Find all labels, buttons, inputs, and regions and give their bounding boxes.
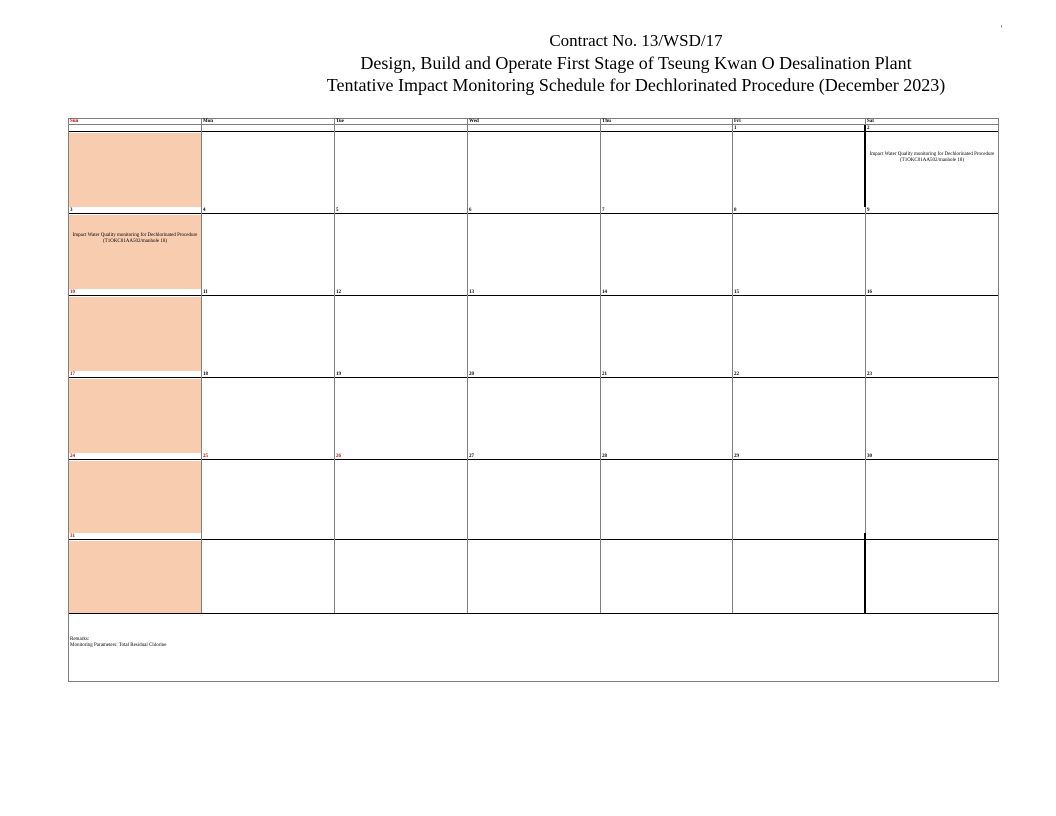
day-cell[interactable] <box>468 371 601 453</box>
day-cell[interactable] <box>69 533 202 613</box>
title-schedule: Tentative Impact Monitoring Schedule for Dechlorinated Procedure (December 2023) <box>326 75 946 95</box>
day-number: 22 <box>733 371 865 378</box>
day-cell-dec-1[interactable] <box>733 125 866 207</box>
day-number: 16 <box>866 289 998 296</box>
day-cell[interactable] <box>69 125 202 207</box>
day-cell[interactable] <box>601 207 733 289</box>
weekday-wed: Wed <box>468 119 601 125</box>
day-cell[interactable] <box>601 533 733 613</box>
day-cell[interactable] <box>866 289 998 371</box>
weekday-mon: Mon <box>202 119 335 125</box>
day-cell[interactable] <box>335 371 468 453</box>
week-row <box>69 453 998 533</box>
day-number: 20 <box>468 371 600 378</box>
day-number: 17 <box>69 371 201 378</box>
day-body <box>69 133 201 207</box>
document-title <box>0 30 1056 96</box>
day-cell[interactable] <box>866 371 998 453</box>
day-cell[interactable] <box>335 207 468 289</box>
day-number <box>733 533 864 540</box>
day-cell[interactable] <box>601 125 733 207</box>
remarks-box <box>69 613 998 682</box>
remarks-parameters: Monitoring Parameters: Total Residual Chlorine <box>70 643 167 648</box>
day-number: 24 <box>69 453 201 460</box>
day-number: 2 <box>866 125 998 132</box>
day-cell[interactable] <box>202 371 335 453</box>
remarks-label: Remarks: <box>70 637 90 642</box>
event-dec-3: Impact Water Quality monitoring for Dechlorinated Procedure (T1OKC01AA502/manhole 18) <box>72 233 198 244</box>
day-cell[interactable] <box>866 453 998 533</box>
day-cell[interactable] <box>202 533 335 613</box>
day-number: 7 <box>601 207 732 214</box>
day-cell-dec-2[interactable] <box>866 125 998 207</box>
day-cell[interactable] <box>468 125 601 207</box>
day-number: 19 <box>335 371 467 378</box>
day-number: 25 <box>202 453 334 460</box>
day-cell[interactable] <box>202 207 335 289</box>
title-contract-no: Contract No. 13/WSD/17 <box>549 31 723 50</box>
day-cell[interactable] <box>202 125 335 207</box>
day-cell[interactable] <box>69 371 202 453</box>
day-cell[interactable] <box>69 453 202 533</box>
day-number: 27 <box>468 453 600 460</box>
day-number <box>335 533 467 540</box>
weekday-fri: Fri <box>733 119 866 125</box>
day-number: 23 <box>866 371 998 378</box>
day-cell[interactable] <box>866 533 998 613</box>
day-cell[interactable] <box>733 207 866 289</box>
day-number: 8 <box>733 207 865 214</box>
week-row <box>69 289 998 371</box>
day-number: 10 <box>69 289 201 296</box>
day-body <box>69 461 201 533</box>
day-number: 3 <box>69 207 201 214</box>
day-cell[interactable] <box>202 289 335 371</box>
day-number: 11 <box>202 289 334 296</box>
day-number <box>335 125 467 132</box>
day-cell[interactable] <box>468 533 601 613</box>
day-cell[interactable] <box>69 289 202 371</box>
weekday-thu: Thu <box>601 119 733 125</box>
day-number: 21 <box>601 371 732 378</box>
week-row <box>69 371 998 453</box>
day-cell[interactable] <box>601 453 733 533</box>
day-number: 4 <box>202 207 334 214</box>
weekday-tue: Tue <box>335 119 468 125</box>
day-number: 5 <box>335 207 467 214</box>
day-cell[interactable] <box>335 289 468 371</box>
day-cell-holiday[interactable] <box>202 453 335 533</box>
week-row <box>69 125 998 207</box>
day-number: 15 <box>733 289 865 296</box>
day-number: 18 <box>202 371 334 378</box>
day-number: 9 <box>866 207 998 214</box>
day-number: 14 <box>601 289 732 296</box>
day-number: 31 <box>69 533 201 540</box>
weekday-sat: Sat <box>866 119 998 125</box>
weekday-sun: Sun <box>69 119 202 125</box>
day-cell[interactable] <box>601 289 733 371</box>
day-cell[interactable] <box>733 289 866 371</box>
remarks-text <box>70 637 167 649</box>
day-number: 29 <box>733 453 865 460</box>
day-number: 1 <box>733 125 864 132</box>
corner-mark: ' <box>1001 24 1003 33</box>
day-number <box>601 125 732 132</box>
day-number <box>202 125 334 132</box>
day-cell[interactable] <box>733 371 866 453</box>
day-number: 26 <box>335 453 467 460</box>
day-cell[interactable] <box>866 207 998 289</box>
day-cell[interactable] <box>733 533 866 613</box>
day-number <box>468 125 600 132</box>
day-body <box>69 541 201 613</box>
day-body <box>69 297 201 371</box>
day-cell[interactable] <box>335 533 468 613</box>
week-row <box>69 207 998 289</box>
day-cell[interactable] <box>335 125 468 207</box>
day-body <box>69 379 201 453</box>
day-cell[interactable] <box>601 371 733 453</box>
event-dec-2: Impact Water Quality monitoring for Dechlorinated Procedure (T1OKC01AA502/manhole 18) <box>869 152 995 163</box>
day-number <box>601 533 732 540</box>
day-number <box>866 533 998 540</box>
day-number <box>69 125 201 132</box>
title-project: Design, Build and Operate First Stage of Tseung Kwan O Desalination Plant <box>360 53 912 73</box>
day-number <box>202 533 334 540</box>
day-cell-holiday[interactable] <box>335 453 468 533</box>
day-cell-dec-3[interactable] <box>69 207 202 289</box>
calendar-grid <box>68 118 999 682</box>
day-number <box>468 533 600 540</box>
day-number: 30 <box>866 453 998 460</box>
day-cell[interactable] <box>468 207 601 289</box>
day-number: 6 <box>468 207 600 214</box>
day-number: 28 <box>601 453 732 460</box>
day-number: 12 <box>335 289 467 296</box>
day-cell[interactable] <box>733 453 866 533</box>
day-cell[interactable] <box>468 453 601 533</box>
day-number: 13 <box>468 289 600 296</box>
week-row <box>69 533 998 613</box>
day-cell[interactable] <box>468 289 601 371</box>
day-body <box>69 215 201 289</box>
